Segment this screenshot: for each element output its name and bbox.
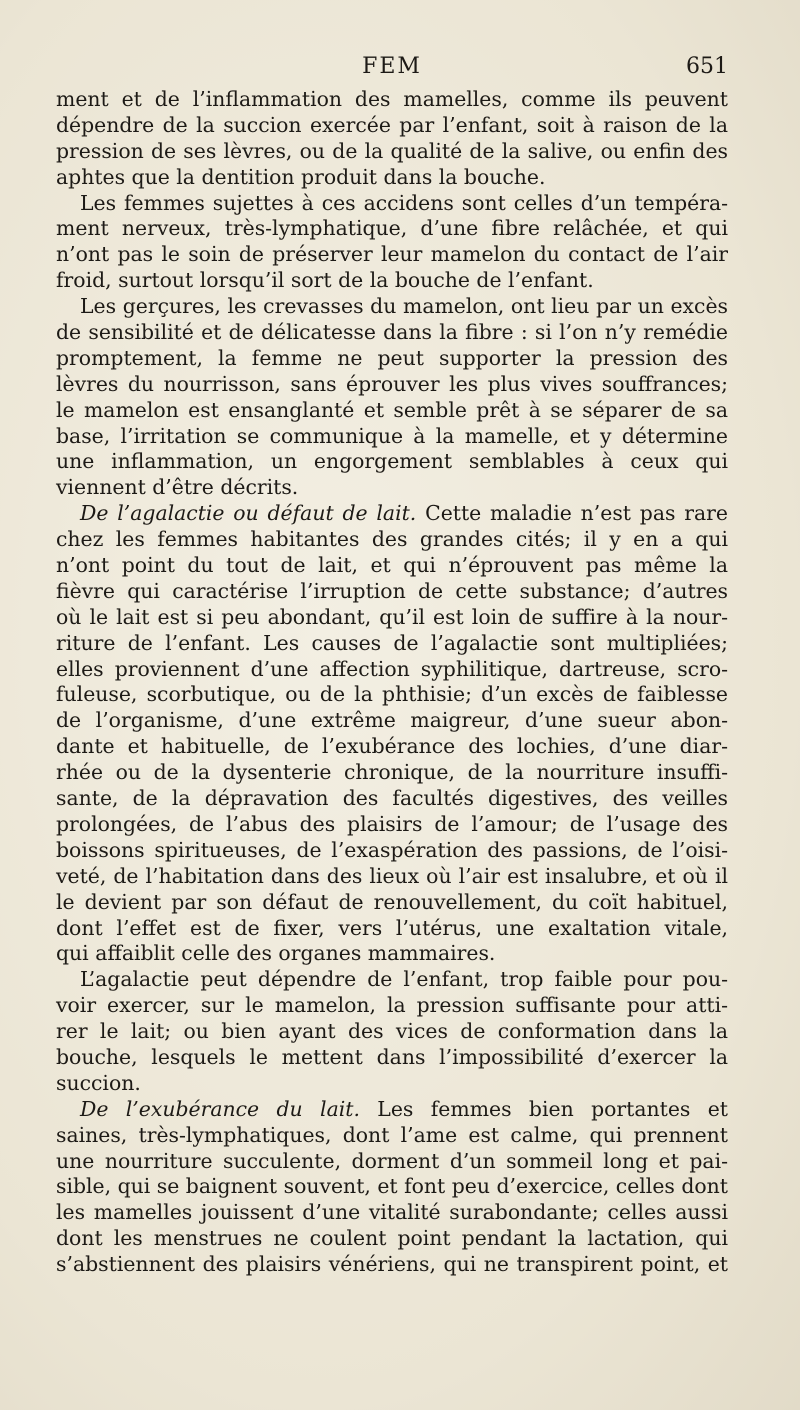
line-text: le devient par son défaut de renouvellement, du coït habituel, [56, 889, 728, 914]
section-heading-italic: De l’exubérance du lait. [80, 1096, 360, 1121]
text-line [56, 268, 728, 294]
line-text: le mamelon est ensanglanté et semble prêt à se séparer de sa [56, 397, 728, 422]
line-text: froid, surtout lorsqu’il sort de la bouche de l’enfant. [56, 268, 594, 293]
line-text: lèvres du nourrisson, sans éprouver les plus vives souffrances; [56, 371, 728, 396]
text-line [56, 475, 728, 501]
text-line [56, 242, 728, 268]
page-header [56, 52, 728, 82]
text-line [56, 631, 728, 657]
line-text: dont les menstrues ne coulent point pendant la lactation, qui [56, 1226, 728, 1251]
text-line [56, 967, 728, 993]
text-line [56, 320, 728, 346]
text-line [56, 786, 728, 812]
text-line [56, 527, 728, 553]
line-text: viennent d’être décrits. [56, 475, 299, 500]
line-text: une nourriture succulente, dorment d’un sommeil long et pai- [56, 1148, 728, 1173]
text-line [56, 139, 728, 165]
line-text: saines, très-lymphatiques, dont l’ame est calme, qui prennent [56, 1122, 728, 1147]
line-text: de sensibilité et de délicatesse dans la fibre : si l’on n’y remédie [56, 320, 728, 345]
line-text: sante, de la dépravation des facultés digestives, des veilles [56, 786, 728, 811]
text-line [56, 87, 728, 113]
running-head: FEM [362, 54, 422, 79]
line-text: rer le lait; ou bien ayant des vices de conformation dans la [56, 1019, 728, 1044]
line-text: prolongées, de l’abus des plaisirs de l’amour; de l’usage des [56, 811, 728, 836]
text-line [56, 1019, 728, 1045]
text-line [56, 398, 728, 424]
line-text: aphtes que la dentition produit dans la bouche. [56, 164, 546, 189]
text-line [56, 1097, 728, 1123]
line-text: succion. [56, 1070, 141, 1095]
text-line [56, 113, 728, 139]
line-text: de l’organisme, d’une extrême maigreur, d’une sueur abon- [56, 708, 728, 733]
body-text [56, 87, 728, 1278]
line-text: s’abstiennent des plaisirs vénériens, qui ne transpirent point, et [56, 1252, 728, 1277]
text-line [56, 1200, 728, 1226]
line-text: boissons spiritueuses, de l’exaspération des passions, de l’oisi- [56, 837, 728, 862]
text-line [56, 1149, 728, 1175]
line-text: chez les femmes habitantes des grandes cités; il y en a qui [56, 527, 728, 552]
line-text: base, l’irritation se communique à la mamelle, et y détermine [56, 423, 728, 448]
text-line [56, 346, 728, 372]
text-line [56, 165, 728, 191]
text-line [56, 1045, 728, 1071]
text-line [56, 864, 728, 890]
line-text: les mamelles jouissent d’une vitalité surabondante; celles aussi [56, 1200, 728, 1225]
text-line [56, 993, 728, 1019]
text-line [56, 424, 728, 450]
line-text: dépendre de la succion exercée par l’enfant, soit à raison de la [56, 112, 728, 137]
text-line [56, 734, 728, 760]
line-text: où le lait est si peu abondant, qu’il est loin de suffire à la nour- [56, 604, 728, 629]
line-text: pression de ses lèvres, ou de la qualité de la salive, ou enfin des [56, 138, 728, 163]
line-text: promptement, la femme ne peut supporter la pression des [56, 345, 728, 370]
text-line [56, 579, 728, 605]
text-line [56, 1071, 728, 1097]
text-line [56, 838, 728, 864]
line-text: fièvre qui caractérise l’irruption de cette substance; d’autres [56, 578, 728, 603]
text-line [56, 890, 728, 916]
text-line [56, 216, 728, 242]
line-text: voir exercer, sur le mamelon, la pression suffisante pour atti- [56, 993, 728, 1018]
line-text: dante et habituelle, de l’exubérance des lochies, d’une diar- [56, 734, 728, 759]
section-heading-italic: De l’agalactie ou défaut de lait. [80, 501, 417, 526]
text-line [56, 1123, 728, 1149]
line-text: sible, qui se baignent souvent, et font peu d’exercice, celles dont [56, 1174, 728, 1199]
text-line [56, 916, 728, 942]
line-text: elles proviennent d’une affection syphilitique, dartreuse, scro- [56, 656, 728, 681]
text-line [56, 1226, 728, 1252]
page-number: 651 [686, 54, 728, 79]
line-text: Les femmes sujettes à ces accidens sont celles d’un tempéra- [80, 190, 728, 215]
text-line [56, 501, 728, 527]
text-line [56, 605, 728, 631]
line-text: riture de l’enfant. Les causes de l’agalactie sont multipliées; [56, 630, 728, 655]
line-text: ment nerveux, très-lymphatique, d’une fibre relâchée, et qui [56, 216, 728, 241]
text-line [56, 1252, 728, 1278]
line-text: ment et de l’inflammation des mamelles, comme ils peuvent [56, 87, 728, 111]
text-line [56, 294, 728, 320]
line-text: L’agalactie peut dépendre de l’enfant, trop faible pour pou- [80, 967, 728, 992]
text-line [56, 657, 728, 683]
line-text: fuleuse, scorbutique, ou de la phthisie; d’un excès de faiblesse [56, 682, 728, 707]
line-text: qui affaiblit celle des organes mammaires. [56, 941, 496, 966]
line-text: n’ont point du tout de lait, et qui n’éprouvent pas même la [56, 553, 728, 578]
text-line [56, 372, 728, 398]
text-line [56, 708, 728, 734]
text-line [56, 812, 728, 838]
text-line [56, 191, 728, 217]
text-line [56, 449, 728, 475]
text-line [56, 553, 728, 579]
line-text: rhée ou de la dysenterie chronique, de la nourriture insuffi- [56, 760, 728, 785]
line-text: veté, de l’habitation dans des lieux où l’air est insalubre, et où il [56, 863, 728, 888]
line-text: Les femmes bien portantes et [359, 1096, 728, 1121]
line-text: n’ont pas le soin de préserver leur mamelon du contact de l’air [56, 242, 728, 267]
text-line [56, 682, 728, 708]
line-text: une inflammation, un engorgement semblables à ceux qui [56, 449, 728, 474]
text-line [56, 941, 728, 967]
text-line [56, 760, 728, 786]
line-text: Cette maladie n’est pas rare [416, 501, 728, 526]
text-line [56, 1174, 728, 1200]
line-text: bouche, lesquels le mettent dans l’impossibilité d’exercer la [56, 1044, 728, 1069]
line-text: Les gerçures, les crevasses du mamelon, ont lieu par un excès [80, 294, 728, 319]
line-text: dont l’effet est de fixer, vers l’utérus, une exaltation vitale, [56, 915, 728, 940]
